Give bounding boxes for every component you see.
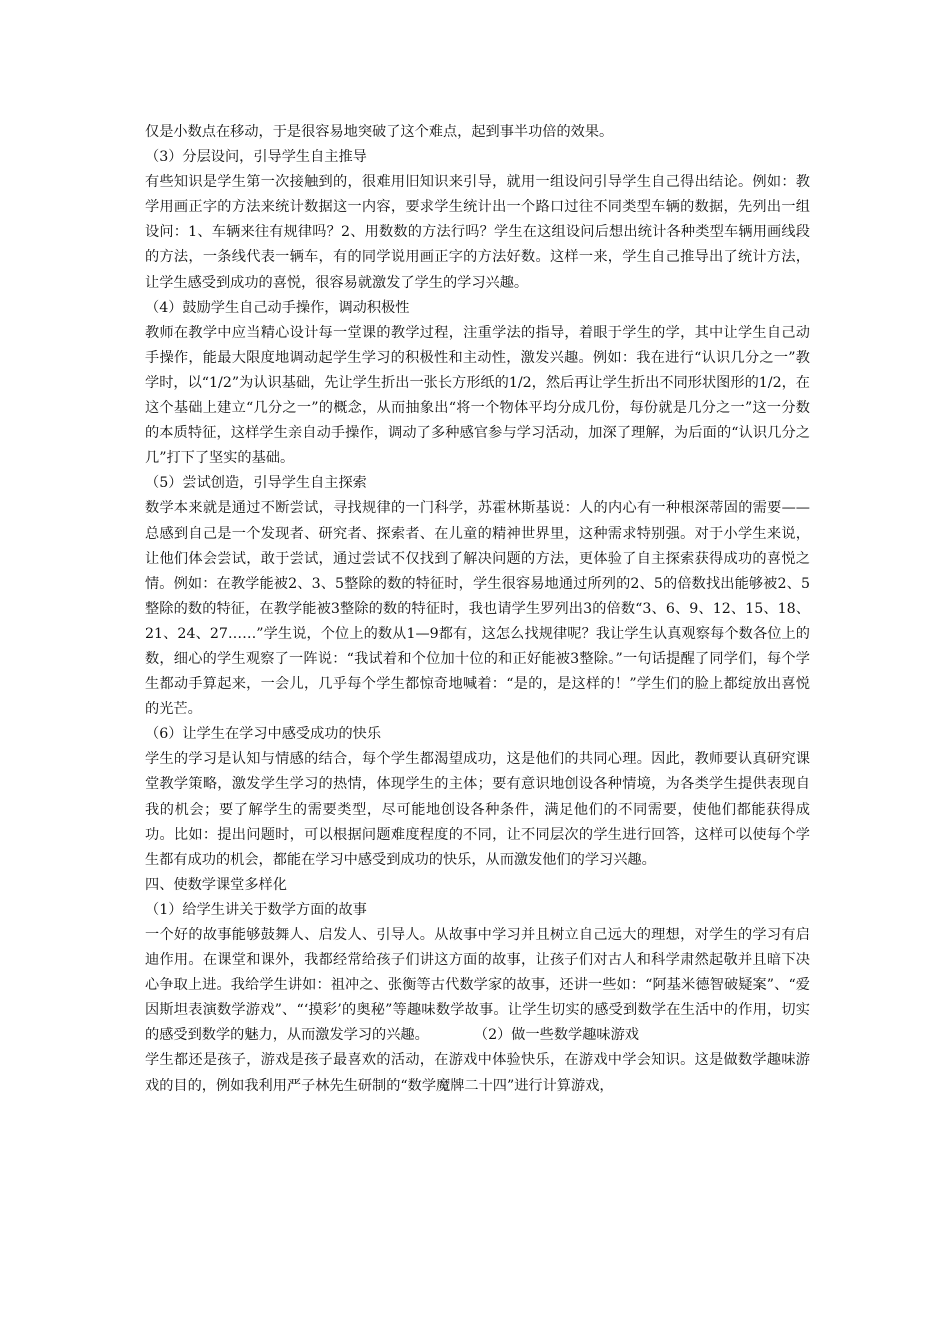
paragraph-story xyxy=(145,923,810,1048)
paragraph-3: 有些知识是学生第一次接触到的，很难用旧知识来引导，就用一组设问引导学生自己得出结论。例如：教学用画正字的方法来统计数据这一内容，要求学生统计出一个路口过往不同类型车辆的数据，先列出一组设问：1、车辆来往有规律吗？2、用数数的方法行吗？学生在这组设问后想出统计各种类型车辆用画线段的方法，一条线代表一辆车，有的同学说用画正字的方法好数。这样一来，学生自己推导出了统计方法，让学生感受到成功的喜悦，很容易就激发了学生的学习兴趣。 xyxy=(145,174,810,291)
subheading-4-2: （2）做一些数学趣味游戏 xyxy=(473,1027,639,1044)
subheading-6: （6）让学生在学习中感受成功的快乐 xyxy=(145,726,382,743)
subheading-3: （3）分层设问，引导学生自主推导 xyxy=(145,149,367,166)
paragraph-story-text: 一个好的故事能够鼓舞人、启发人、引导人。从故事中学习并且树立自己远大的理想，对学生的学习有启迪作用。在课堂和课外，我都经常给孩子们讲这方面的故事，让孩子们对古人和科学肃然起敬并且暗下决心争取上进。我给学生讲如：祖冲之、张衡等古代数学家的故事，还讲一些如：“阿基米德智破疑案”、“爱因斯坦表演数学游戏”、“‘摸彩’的奥秘”等趣味数学故事。让学生切实的感受到数学在生活中的作用，切实的感受到数学的魅力，从而激发学习的兴趣。 xyxy=(145,927,810,1044)
paragraph-6: 学生的学习是认知与情感的结合，每个学生都渴望成功，这是他们的共同心理。因此，教师要认真研究课堂教学策略，激发学生学习的热情，体现学生的主体；要有意识地创设各种情境，为各类学生提供表现自我的机会；要了解学生的需要类型，尽可能地创设各种条件，满足他们的不同需要，使他们都能获得成功。比如：提出问题时，可以根据问题难度程度的不同，让不同层次的学生进行回答，这样可以使每个学生都有成功的机会，都能在学习中感受到成功的快乐，从而激发他们的学习兴趣。 xyxy=(145,751,810,868)
subheading-5: （5）尝试创造，引导学生自主探索 xyxy=(145,475,367,492)
paragraph-4: 教师在教学中应当精心设计每一堂课的教学过程，注重学法的指导，着眼于学生的学，其中让学生自己动手操作，能最大限度地调动起学生学习的积极性和主动性，激发兴趣。例如：我在进行“认识几分之一”教学时，以“1/2”为认识基础，先让学生折出一张长方形纸的1/2，然后再让学生折出不同形状图形的1/2，在这个基础上建立“几分之一”的概念，从而抽象出“将一个物体平均分成几份，每份就是几分之一”这一分数的本质特征，这样学生亲自动手操作，调动了多种感官参与学习活动，加深了理解，为后面的“认识几分之几”打下了坚实的基础。 xyxy=(145,324,810,467)
paragraph-game: 学生都还是孩子，游戏是孩子最喜欢的活动，在游戏中体验快乐，在游戏中学会知识。这是做数学趣味游戏的目的，例如我利用严子林先生研制的“数学魔牌二十四”进行计算游戏， xyxy=(145,1052,810,1094)
subheading-4-1: （1）给学生讲关于数学方面的故事 xyxy=(145,901,367,918)
subheading-4: （4）鼓励学生自己动手操作，调动积极性 xyxy=(145,299,410,316)
section-heading-4: 四、使数学课堂多样化 xyxy=(145,876,287,893)
paragraph-5: 数学本来就是通过不断尝试，寻找规律的一门科学，苏霍林斯基说：人的内心有一种根深蒂固的需要——总感到自己是一个发现者、研究者、探索者、在儿童的精神世界里，这种需求特别强。对于小学生来说，让他们体会尝试，敢于尝试，通过尝试不仅找到了解决问题的方法，更体验了自主探索获得成功的喜悦之情。例如：在教学能被2、3、5整除的数的特征时，学生很容易地通过所列的2、5的倍数找出能够被2、5整除的数的特征，在教学能被3整除的数的特征时，我也请学生罗列出3的倍数“3、6、9、12、15、18、21、24、27……”学生说，个位上的数从1—9都有，这怎么找规律呢？我让学生认真观察每个数各位上的数，细心的学生观察了一阵说：“我试着和个位加十位的和正好能被3整除。”一句话提醒了同学们，每个学生都动手算起来，一会儿，几乎每个学生都惊奇地喊着：“是的，是这样的！”学生们的脸上都绽放出喜悦的光芒。 xyxy=(145,500,810,718)
paragraph-1: 仅是小数点在移动，于是很容易地突破了这个难点，起到事半功倍的效果。 xyxy=(145,124,614,140)
document-body xyxy=(145,120,810,1099)
